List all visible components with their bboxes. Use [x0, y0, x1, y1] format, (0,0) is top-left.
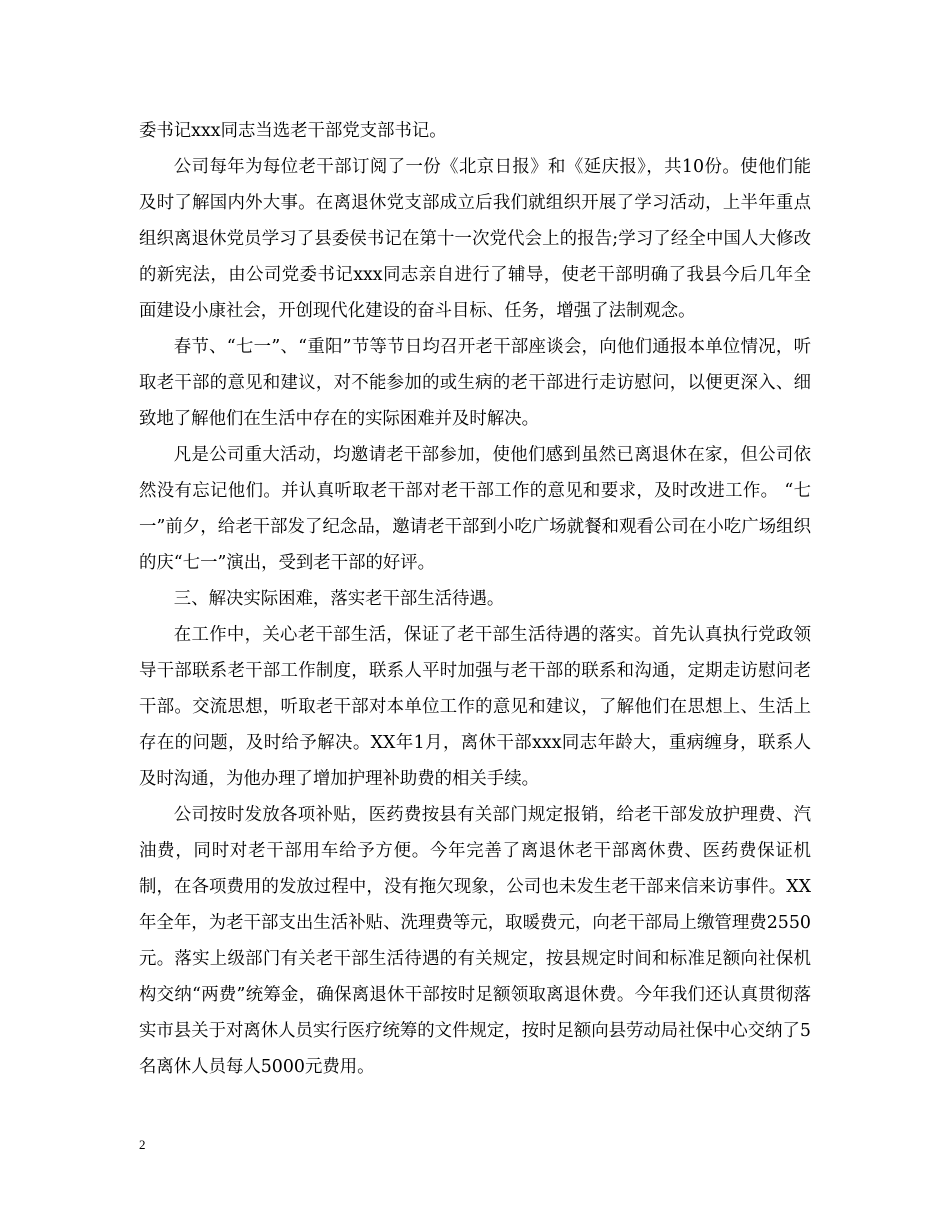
- paragraph-company-activities: 凡是公司重大活动，均邀请老干部参加，使他们感到虽然已离退休在家，但公司依然没有忘记他们。并认真听取老干部对老干部工作的意见和要求，及时改进工作。 “七一”前夕，给老干部发了纪念品，邀请老干部到小吃广场就餐和观看公司在小吃广场组织的庆“七一”演出，受到老干部的好评。: [139, 445, 811, 573]
- document-body: [139, 113, 811, 1085]
- paragraph-festival-meetings: 春节、“七一”、“重阳”节等节日均召开老干部座谈会，向他们通报本单位情况，听取老干部的意见和建议，对不能参加的或生病的老干部进行走访慰问，以便更深入、细致地了解他们在生活中存在的实际困难并及时解决。: [139, 337, 811, 429]
- paragraph-care-for-cadres: 在工作中，关心老干部生活，保证了老干部生活待遇的落实。首先认真执行党政领导干部联系老干部工作制度，联系人平时加强与老干部的联系和沟通，定期走访慰问老干部。交流思想，听取老干部对本单位工作的意见和建议，了解他们在思想上、生活上存在的问题，及时给予解决。XX年1月，离休干部xxx同志年龄大，重病缠身，联系人及时沟通，为他办理了增加护理补助费的相关手续。: [139, 625, 811, 789]
- paragraph-subsidies: 公司按时发放各项补贴，医药费按县有关部门规定报销，给老干部发放护理费、汽油费，同时对老干部用车给予方便。今年完善了离退休老干部离休费、医药费保证机制，在各项费用的发放过程中，没有拖欠现象，公司也未发生老干部来信来访事件。XX年全年，为老干部支出生活补贴、洗理费等元，取暖费元，向老干部局上缴管理费2550元。落实上级部门有关老干部生活待遇的有关规定，按县规定时间和标准足额向社保机构交纳“两费”统筹金，确保离退休干部按时足额领取离退休费。今年我们还认真贯彻落实市县关于对离休人员实行医疗统筹的文件规定，按时足额向县劳动局社保中心交纳了5名离休人员每人5000元费用。: [139, 805, 811, 1077]
- section-heading-living-benefits: 三、解决实际困难，落实老干部生活待遇。: [173, 589, 505, 609]
- paragraph-continuation: 委书记xxx同志当选老干部党支部书记。: [139, 121, 447, 141]
- page-number: 2: [139, 1137, 146, 1152]
- paragraph-newspapers: 公司每年为每位老干部订阅了一份《北京日报》和《延庆报》，共10份。使他们能及时了解国内外大事。在离退休党支部成立后我们就组织开展了学习活动，上半年重点组织离退休党员学习了县委侯书记在第十一次党代会上的报告;学习了经全中国人大修改的新宪法，由公司党委书记xxx同志亲自进行了辅导，使老干部明确了我县今后几年全面建设小康社会，开创现代化建设的奋斗目标、任务，增强了法制观念。: [139, 157, 811, 321]
